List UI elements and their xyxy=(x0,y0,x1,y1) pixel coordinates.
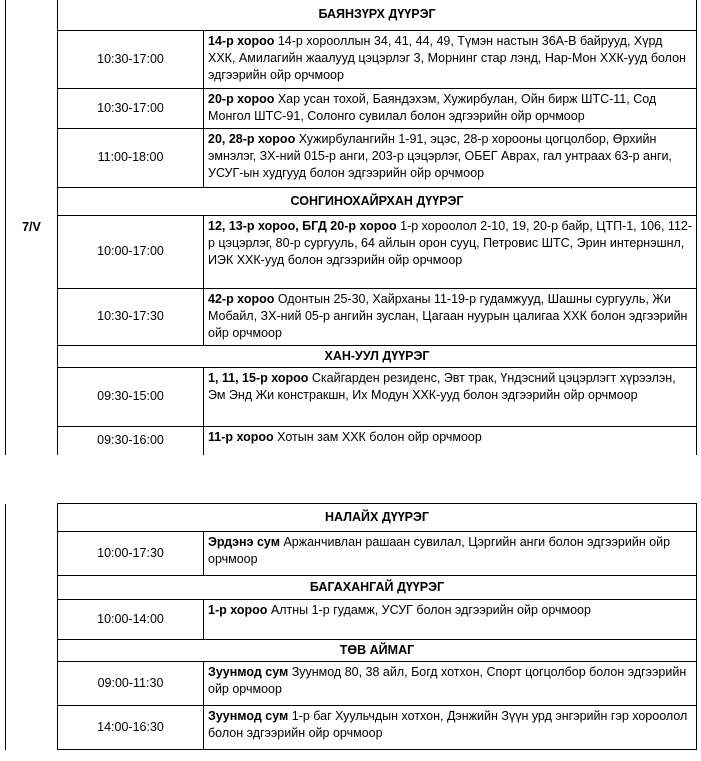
time-range: 11:00-18:00 xyxy=(58,128,204,187)
area-details: Аржанчивлан рашаан сувилал, Цэргийн анги болон эдгээрийн ойр орчмоор xyxy=(208,535,671,566)
table-row xyxy=(6,288,697,345)
page-break xyxy=(0,487,701,503)
district-row xyxy=(6,0,697,30)
area-details: 1-р баг Хуульчдын хотхон, Дэнжийн Зүүн урд энгэрийн гэр хороолол болон эдгээрийн ойр орчмоор xyxy=(208,709,688,740)
area-details: Зуунмод 80, 38 айл, Богд хотхон, Спорт цогцолбор болон эдгээрийн ойр орчмоор xyxy=(208,665,687,696)
district-row xyxy=(6,640,697,662)
area-details: 14-р хорооллын 34, 41, 44, 49, Түмэн настын 36А-В байрууд, Хүрд ХХК, Амилагийн жаалууд цэцэрлэг 3, Морнинг стар лэнд, Нар-Мон ХХК-ууд болон эдгээрийн ойр орчмоор xyxy=(208,33,686,82)
area-name: Зуунмод сум xyxy=(208,709,289,723)
time-range: 14:00-16:30 xyxy=(58,706,204,750)
area-name: Эрдэнэ сум xyxy=(208,535,280,549)
table-row xyxy=(6,367,697,426)
area-details: Одонтын 25-30, Хайрханы 11-19-р гудамжууд, Шашны сургууль, Жи Мобайл, ЗХ-ний 05-р ангийн зуслан, Цагаан нуурын цалигаа ХХК болон эдгээрийн ойр орчмоор xyxy=(208,291,688,340)
table-row xyxy=(6,88,697,128)
time-range: 09:00-11:30 xyxy=(58,662,204,706)
area-details: Хар усан тохой, Баяндэхэм, Хужирбулан, Ойн бирж ШТС-11, Сод Монгол ШТС-91, Солонго сувилал болон эдгээрийн ойр орчмоор xyxy=(208,91,657,123)
area-name: 20, 28-р хороо xyxy=(208,131,296,146)
location-description xyxy=(204,426,697,455)
location-description xyxy=(204,706,697,750)
area-details: Скайгарден резиденс, Эвт трак, Үндэсний цэцэрлэгт хүрээлэн, Эм Энд Жи констракшн, Их Модун ХХК-ууд болон эдгээрийн ойр орчмоор xyxy=(208,370,676,402)
time-range: 09:30-15:00 xyxy=(58,367,204,426)
table-row xyxy=(6,128,697,187)
schedule-table-part2 xyxy=(5,503,697,750)
time-range: 10:00-17:00 xyxy=(58,215,204,288)
district-heading: ХАН-УУЛ ДҮҮРЭГ xyxy=(58,345,697,367)
district-row xyxy=(6,576,697,600)
area-name: 1, 11, 15-р хороо xyxy=(208,370,309,385)
area-name: 12, 13-р хороо, БГД 20-р хороо xyxy=(208,218,397,233)
area-name: Зуунмод сум xyxy=(208,665,289,679)
table-row xyxy=(6,706,697,750)
area-details: Хотын зам ХХК болон ойр орчмоор xyxy=(273,429,482,444)
location-description xyxy=(204,288,697,345)
location-description xyxy=(204,88,697,128)
time-range: 10:30-17:30 xyxy=(58,288,204,345)
table-row xyxy=(6,426,697,455)
district-row xyxy=(6,187,697,215)
location-description xyxy=(204,662,697,706)
area-name: 1-р хороо xyxy=(208,603,268,617)
district-row xyxy=(6,504,697,532)
area-name: 20-р хороо xyxy=(208,91,275,106)
area-name: 11-р хороо xyxy=(208,429,274,444)
district-heading: ТӨВ АЙМАГ xyxy=(58,640,697,662)
time-range: 10:00-17:30 xyxy=(58,532,204,576)
schedule-table-part1 xyxy=(5,0,697,455)
table-row xyxy=(6,600,697,640)
table-row xyxy=(6,532,697,576)
district-heading: СОНГИНОХАЙРХАН ДҮҮРЭГ xyxy=(58,187,697,215)
date-cell-continued xyxy=(6,504,58,750)
area-details: 1-р хороолол 2-10, 19, 20-р байр, ЦТП-1, 106, 112-р цэцэрлэг, 80-р сургууль, 64 айлын орон сууц, Петровис ШТС, Эрин интернэшнл, ИЭК ХХК-ууд болон эдгээрийн ойр орчмоор xyxy=(208,218,693,267)
time-range: 09:30-16:00 xyxy=(58,426,204,455)
district-heading: БАГАХАНГАЙ ДҮҮРЭГ xyxy=(58,576,697,600)
date-cell: 7/V xyxy=(6,0,58,455)
area-details: Хужирбулангийн 1-91, эцэс, 28-р хорооны цогцолбор, Өрхийн эмнэлэг, ЗХ-ний 015-р анги, 203-р цэцэрлэг, ОБЕГ Аврах, гал унтраах 63-р анги, УСУГ-ын худгууд болон эдгээрийн ойр орчмоор xyxy=(208,131,672,180)
location-description xyxy=(204,30,697,88)
time-range: 10:30-17:00 xyxy=(58,30,204,88)
district-heading: БАЯНЗҮРХ ДҮҮРЭГ xyxy=(58,0,697,30)
table-row xyxy=(6,215,697,288)
time-range: 10:30-17:00 xyxy=(58,88,204,128)
location-description xyxy=(204,367,697,426)
location-description xyxy=(204,128,697,187)
time-range: 10:00-14:00 xyxy=(58,600,204,640)
location-description xyxy=(204,215,697,288)
location-description xyxy=(204,600,697,640)
area-name: 42-р хороо xyxy=(208,291,275,306)
area-name: 14-р хороо xyxy=(208,33,275,48)
location-description xyxy=(204,532,697,576)
table-row xyxy=(6,30,697,88)
district-heading: НАЛАЙХ ДҮҮРЭГ xyxy=(58,504,697,532)
area-details: Алтны 1-р гудамж, УСУГ болон эдгээрийн ойр орчмоор xyxy=(267,603,591,617)
table-row xyxy=(6,662,697,706)
district-row xyxy=(6,345,697,367)
